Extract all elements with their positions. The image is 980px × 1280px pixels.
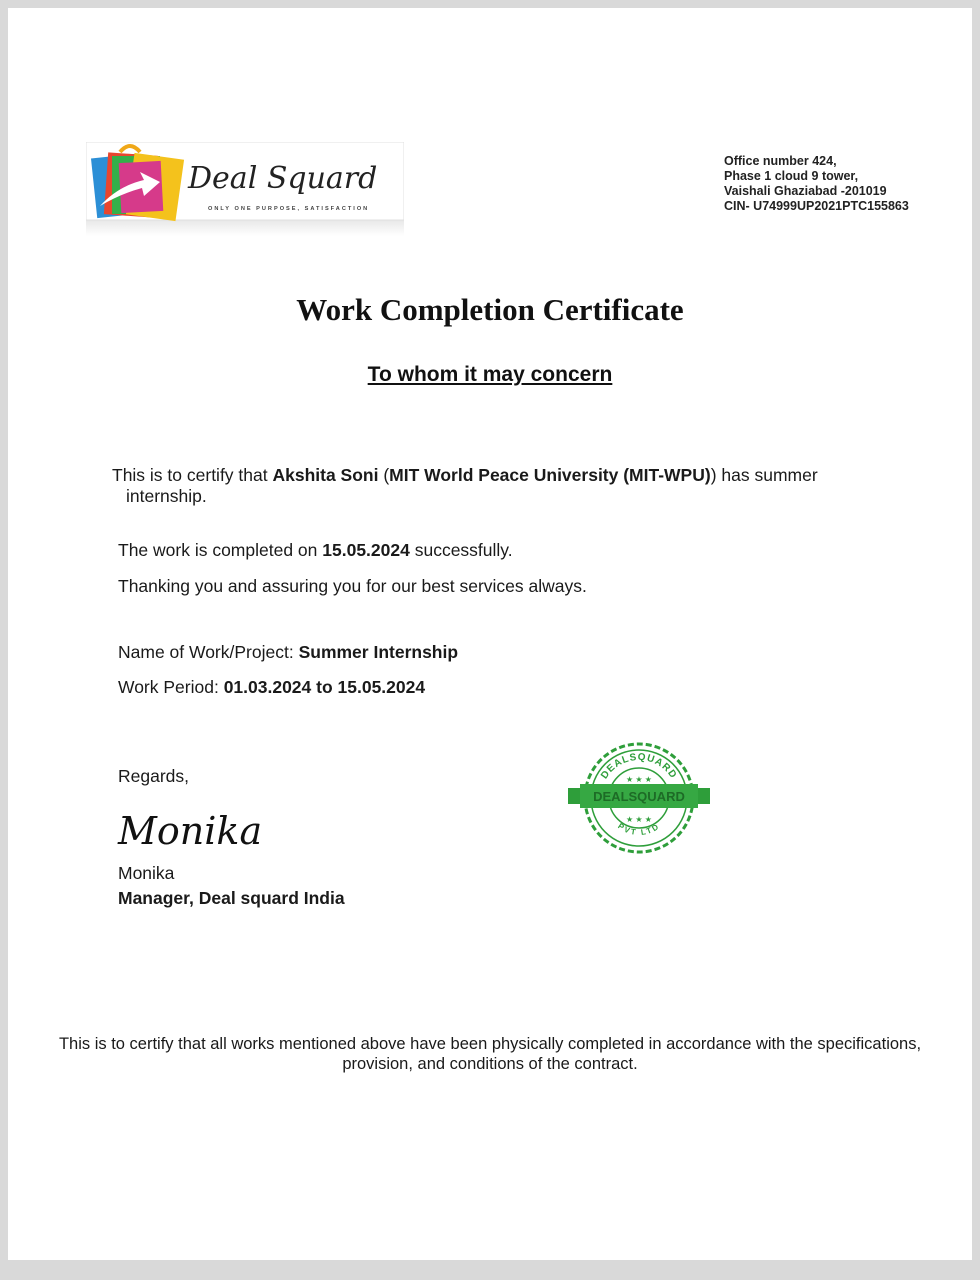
regards-text: Regards,: [118, 766, 190, 786]
signatory-designation: Manager, Deal squard India: [118, 888, 345, 908]
project-line: [118, 642, 458, 663]
open-paren: (: [378, 465, 390, 485]
intern-name: Akshita Soni: [272, 465, 379, 485]
intro-paragraph: [112, 465, 882, 507]
salutation: [8, 363, 972, 387]
intro-prefix: This is to certify that: [112, 465, 273, 485]
cin-number: CIN- U74999UP2021PTC155863: [724, 199, 909, 213]
completion-date: 15.05.2024: [322, 540, 410, 560]
svg-text:DEALSQUARD: DEALSQUARD: [593, 789, 685, 804]
address-line: Phase 1 cloud 9 tower,: [724, 169, 859, 183]
project-value: Summer Internship: [298, 642, 459, 662]
svg-text:DEALSQUARD: DEALSQUARD: [599, 751, 679, 782]
footer-line-2: provision, and conditions of the contract.: [342, 1055, 638, 1073]
logo-name-text: [187, 161, 377, 196]
salutation-text: To whom it may concern: [367, 363, 613, 386]
company-seal-stamp: [566, 738, 712, 858]
company-address: [724, 154, 909, 214]
thanks-line: Thanking you and assuring you for our best services always.: [118, 576, 587, 596]
university-name: MIT World Peace University (MIT-WPU): [389, 465, 711, 485]
certificate-page: [8, 8, 972, 1260]
intro-suffix: ) has summer: [710, 465, 818, 485]
svg-text:PVT LTD: PVT LTD: [616, 821, 662, 838]
deal-squard-logo: [86, 142, 404, 236]
handwritten-signature: [114, 798, 264, 858]
footer-certification: [38, 1034, 942, 1074]
logo-tagline-text: [208, 206, 369, 212]
footer-line-1: This is to certify that all works mentioned above have been physically completed in accordance with the specifications,: [58, 1035, 922, 1053]
signatory-name: Monika: [118, 863, 175, 883]
address-line: Vaishali Ghaziabad -201019: [724, 184, 887, 198]
completion-line: [118, 540, 513, 561]
certificate-title: Work Completion Certificate: [296, 292, 684, 327]
svg-text:ONLY ONE PURPOSE, SATISFACTION: ONLY ONE PURPOSE, SATISFACTION: [208, 206, 370, 212]
period-label: Work Period:: [118, 677, 224, 697]
svg-text:Monika: Monika: [118, 809, 263, 853]
period-line: [118, 677, 425, 698]
svg-text:Deal Squard: Deal Squard: [188, 161, 378, 196]
project-label: Name of Work/Project:: [118, 642, 299, 662]
period-value: 01.03.2024 to 15.05.2024: [223, 677, 426, 697]
svg-text:★ ★ ★: ★ ★ ★: [626, 775, 652, 784]
svg-text:★ ★ ★: ★ ★ ★: [626, 815, 652, 824]
completion-suffix: successfully.: [409, 540, 513, 560]
address-line: Office number 424,: [724, 154, 837, 168]
completion-prefix: The work is completed on: [118, 540, 323, 560]
intro-line-2: internship.: [126, 486, 207, 506]
